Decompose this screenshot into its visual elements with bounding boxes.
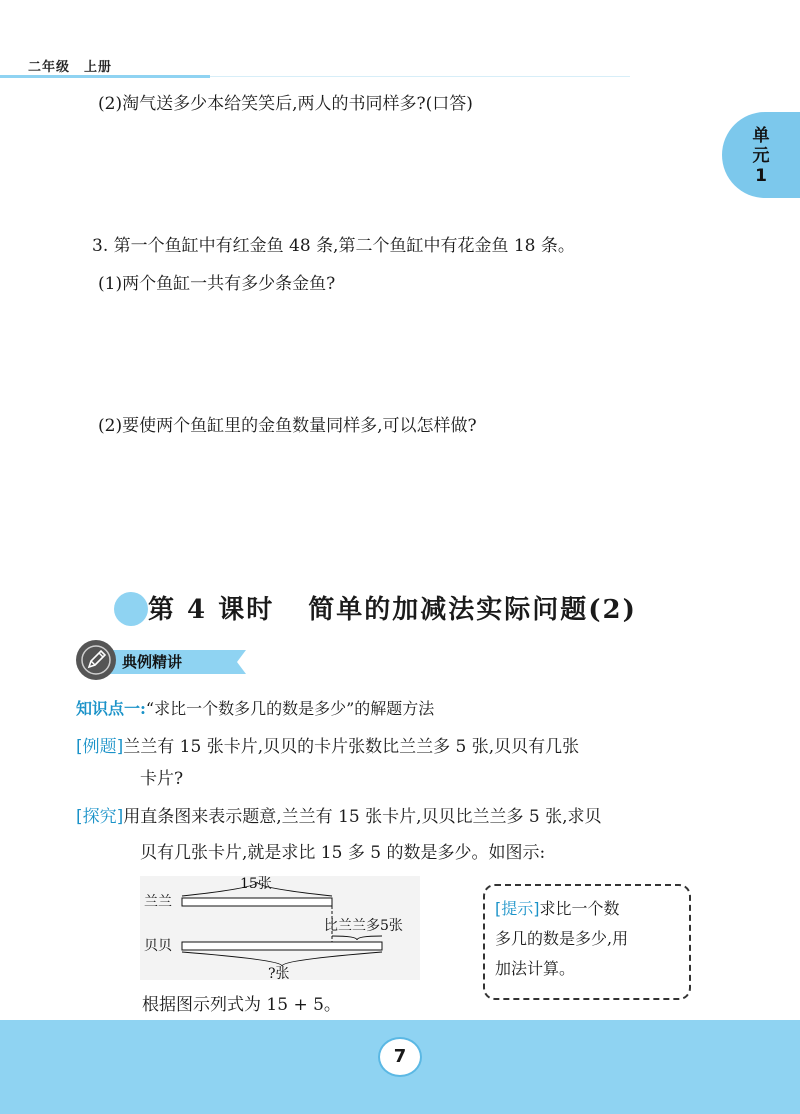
example-text-1: 兰兰有 15 张卡片,贝贝的卡片张数比兰兰多 5 张,贝贝有几张 (123, 737, 580, 757)
question-3: 3. 第一个鱼缸中有红金鱼 48 条,第二个鱼缸中有花金鱼 18 条。 (92, 236, 575, 256)
hint-line-2: 多几的数是多少,用 (495, 929, 629, 948)
formula-text: 根据图示列式为 15 + 5。 (142, 995, 341, 1015)
example-line-1 (76, 734, 579, 760)
title-bullet (114, 592, 148, 626)
pencil-icon (76, 640, 116, 680)
header-rule-light (210, 76, 630, 77)
lesson-title (148, 592, 637, 628)
lesson-title-topic: 简单的加减法实际问题(2) (308, 595, 637, 625)
bar-beibei (182, 942, 382, 950)
unit-tab (722, 112, 800, 198)
question-2-part-2: (2)淘气送多少本给笑笑后,两人的书同样多?(口答) (98, 94, 473, 114)
hint-box (483, 884, 691, 1000)
hint-text-1: 求比一个数 (539, 899, 620, 918)
header-rule (0, 75, 210, 78)
lesson-title-number: 第 4 课时 (148, 595, 275, 625)
explore-text-1: 用直条图来表示题意,兰兰有 15 张卡片,贝贝比兰兰多 5 张,求贝 (123, 807, 602, 827)
unit-tab-number: 1 (755, 166, 767, 186)
unit-tab-line2: 元 (752, 146, 770, 166)
explore-line-2: 贝有几张卡片,就是求比 15 多 5 的数是多少。如图示: (140, 843, 546, 863)
example-tag: [例题] (76, 737, 124, 757)
unit-tab-line1: 单 (752, 126, 770, 146)
knowledge-point-label: 知识点一: (76, 699, 146, 718)
page-number: 7 (378, 1037, 422, 1077)
diagram-label-15: 15张 (240, 876, 272, 892)
knowledge-point (76, 696, 434, 719)
explore-tag: [探究] (76, 807, 124, 827)
hint-line-3: 加法计算。 (495, 959, 576, 978)
question-3-part-2: (2)要使两个鱼缸里的金鱼数量同样多,可以怎样做? (98, 416, 477, 436)
hint-line-1 (495, 894, 679, 924)
knowledge-point-text: “求比一个数多几的数是多少”的解题方法 (145, 699, 435, 718)
section-label: 典例精讲 (122, 653, 183, 671)
example-line-2: 卡片? (140, 769, 184, 789)
diagram-label-more: 比兰兰多5张 (324, 918, 403, 934)
bar-diagram (140, 876, 420, 980)
hint-tag: [提示] (495, 899, 540, 918)
question-3-part-1: (1)两个鱼缸一共有多少条金鱼? (98, 274, 336, 294)
diagram-label-beibei: 贝贝 (144, 938, 172, 954)
explore-line-1 (76, 804, 602, 830)
diagram-label-unknown: ?张 (268, 966, 290, 980)
grade-label: 二年级 上册 (28, 60, 113, 75)
diagram-label-lanlan: 兰兰 (144, 894, 172, 910)
bar-lanlan (182, 898, 332, 906)
